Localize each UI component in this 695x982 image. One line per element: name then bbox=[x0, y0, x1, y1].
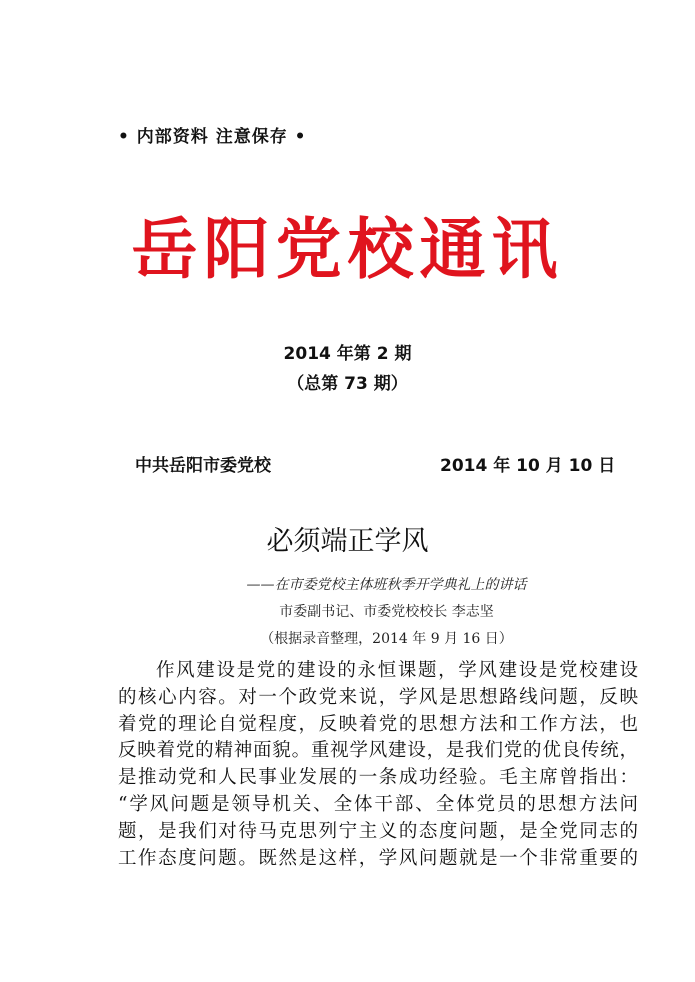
body-line: 工作态度问题。既然是这样，学风问题就是一个非常重要的 bbox=[118, 847, 638, 869]
body-line: 的核心内容。对一个政党来说，学风是思想路线问题，反映 bbox=[118, 686, 638, 708]
article-title: 必须端正学风 bbox=[266, 526, 429, 557]
article-author: 市委副书记、市委党校校长 李志坚 bbox=[279, 604, 494, 620]
issue-number: 2014 年第 2 期 bbox=[283, 344, 412, 364]
article-body bbox=[118, 658, 638, 872]
masthead-title: 岳阳党校通讯 bbox=[131, 210, 564, 288]
publisher: 中共岳阳市委党校 bbox=[135, 456, 271, 476]
publication-date: 2014 年 10 月 10 日 bbox=[440, 456, 616, 476]
body-line: 作风建设是党的建设的永恒课题，学风建设是党校建设 bbox=[156, 660, 638, 681]
body-line: 反映着党的精神面貌。重视学风建设，是我们党的优良传统， bbox=[118, 740, 638, 762]
body-line: 着党的理论自觉程度，反映着党的思想方法和工作方法，也 bbox=[118, 713, 638, 735]
article-note: （根据录音整理，2014 年 9 月 16 日） bbox=[260, 631, 513, 647]
issue-total: （总第 73 期） bbox=[287, 374, 408, 394]
body-line: 是推动党和人民事业发展的一条成功经验。毛主席曾指出： bbox=[118, 767, 638, 789]
body-line: “学风问题是领导机关、全体干部、全体党员的思想方法问 bbox=[118, 793, 638, 815]
body-line: 题，是我们对待马克思列宁主义的态度问题，是全党同志的 bbox=[118, 820, 638, 842]
internal-notice: • 内部资料 注意保存 • bbox=[118, 127, 307, 147]
article-subtitle: ——在市委党校主体班秋季开学典礼上的讲话 bbox=[246, 577, 527, 593]
